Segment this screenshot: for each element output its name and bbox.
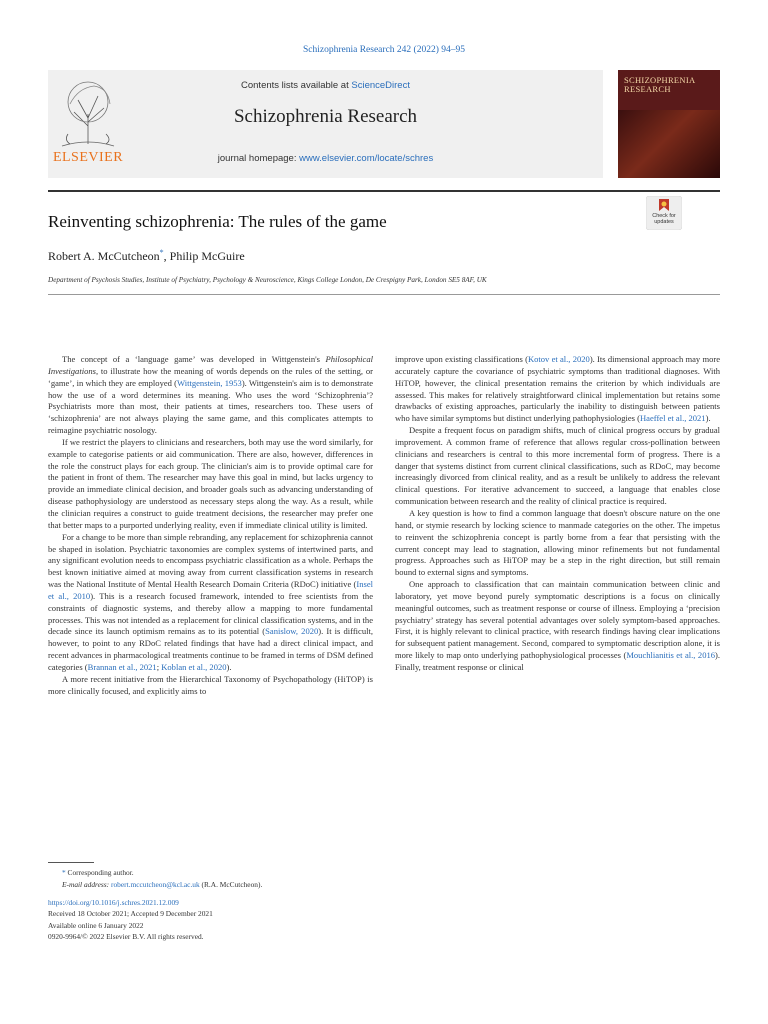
- paragraph: [48, 532, 373, 674]
- journal-homepage-link[interactable]: www.elsevier.com/locate/schres: [299, 153, 434, 164]
- publication-info: [48, 897, 213, 943]
- email-label: E-mail address:: [62, 879, 111, 889]
- header-rule: [48, 190, 720, 192]
- text: ). Its dimensional approach may more accurately capture the covariance of psychiatric symptoms than traditional diagnoses. With HiTOP, however, the clinical presentation remains the criterion by which individuals are assessed. This makes for relatively straightforward clinical implementation but retains some drawbacks of existing approaches, particularly the inability to distinguish between patients who have similar symptoms but distinct underlying pathophysiologies (: [395, 354, 721, 424]
- text: For a change to be more than simple rebranding, any replacement for schizophrenia cannot be shaped in isolation. Psychiatric taxonomies are complex systems of intertwined parts, and any significant evolution needs to encompass psychiatric classification as a whole. Perhaps the best known initiative aimed at moving away from current classification systems in research was the National Institute of Mental Health Research Domain Criteria (RDoC) initiative (: [48, 531, 373, 590]
- journal-title: Schizophrenia Research: [233, 106, 418, 127]
- elsevier-wordmark: ELSEVIER: [52, 150, 124, 165]
- text: ).: [705, 413, 711, 424]
- text: (R.A. McCutcheon).: [199, 879, 263, 889]
- reference-link[interactable]: Insel et al., 2010: [48, 579, 373, 601]
- contents-prefix: Contents lists available at: [241, 80, 352, 91]
- copyright: 0920-9964/© 2022 Elsevier B.V. All rights reserved.: [48, 932, 204, 942]
- corresponding-note: [48, 867, 262, 879]
- book-title: Philosophical Investigations: [48, 354, 373, 376]
- paragraph: [48, 354, 373, 437]
- check-updates-line2: updates: [654, 219, 674, 225]
- text: ;: [156, 661, 162, 672]
- email-note: [48, 879, 262, 891]
- paragraph: [395, 354, 720, 425]
- paragraph: Despite a frequent focus on paradigm shifts, much of clinical progress occurs by gradual improvement. A common frame of reference that allows regular cross-pollination between clinicians and researchers is central to this more incremental form of progress. There is a danger that systems distinct from current clinical classifications, such as RDoC, may become increasingly divorced from clinical reality, and as a result be unlikely to address the relevant clinical questions. For iterative advancement to succeed, a language that enables close communication between research and the reality of clinical practice is required.: [395, 425, 720, 507]
- article-title: Reinventing schizophrenia: The rules of the game: [48, 212, 387, 231]
- reference-link[interactable]: Kotov et al., 2020: [527, 354, 590, 364]
- cover-artwork: [618, 110, 720, 178]
- affiliation: Department of Psychosis Studies, Institute of Psychiatry, Psychology & Neuroscience, Kings College London, De Crespigny Park, London SE5 8AF, UK: [48, 276, 487, 284]
- reference-link[interactable]: Brannan et al., 2021: [87, 661, 157, 672]
- body-column-left: [48, 354, 373, 697]
- footnote-mark: *: [62, 868, 66, 877]
- journal-citation[interactable]: Schizophrenia Research 242 (2022) 94–95: [303, 45, 465, 55]
- email-link[interactable]: robert.mccutcheon@kcl.ac.uk: [111, 879, 200, 889]
- corresponding-author-mark[interactable]: *: [159, 248, 164, 257]
- cover-title: [624, 76, 695, 94]
- paragraph: A more recent initiative from the Hierarchical Taxonomy of Psychopathology (HiTOP) is more clinically focused, and explicitly aims to: [48, 673, 373, 696]
- reference-link[interactable]: Wittgenstein, 1953: [177, 377, 242, 388]
- text: improve upon existing classifications (: [395, 354, 528, 364]
- body-column-right: [395, 354, 720, 674]
- text: ). Finally, treatment response or clinical: [395, 650, 720, 672]
- sciencedirect-link[interactable]: ScienceDirect: [351, 80, 410, 91]
- doi-link[interactable]: https://doi.org/10.1016/j.schres.2021.12.009: [48, 898, 179, 907]
- author-mccutcheon[interactable]: Robert A. McCutcheon: [48, 249, 160, 263]
- reference-link[interactable]: Koblan et al., 2020: [161, 661, 227, 672]
- text: ). This is a research focused framework, intended to free scientists from the constraints of diagnostic systems, and thereby allow a mapping to more fundamental processes. This was not intended as a replacement for clinical classification systems, and in the decade since its launch optimism remains as to its potential (: [48, 590, 374, 637]
- text: One approach to classification that can maintain communication between clinic and laboratory, yet move beyond purely symptomatic descriptions is a focus on clinically meaningful outcomes, such as treatment response or course of illness. Employing a ‘precision psychiatry’ strategy has several potential advantages over solely symptom-based approaches. First, it is highly relevant to clinical practice, with research findings having clear implications for subsequent patient management. Second, compared to symptomatic description alone, it is more likely to map onto underlying pathophysiological processes (: [395, 579, 720, 661]
- cover-title-line2: RESEARCH: [624, 84, 671, 94]
- text: ). It is difficult, however, to point to any RDoC related findings that have had a direct clinical impact, and recent advances in pharmacological treatments continue to be framed in terms of DSM defined categories (: [48, 626, 373, 672]
- paragraph: A key question is how to find a common language that doesn't obscure nature on the one hand, or stymie research by locking science to manmade categories on the other. The impetus to reinvent the schizophrenia concept is partly borne from a fear that persisting with the current concept may lead to stagnation, allowing minor refinements but not fundamental progress. Approaches such as HiTOP may be a step in the right direction, but still remain bound to external signs and symptoms.: [395, 507, 720, 578]
- check-updates-line1: Check for: [652, 213, 676, 219]
- affiliation-rule: [48, 294, 720, 295]
- text: Corresponding author.: [65, 868, 134, 877]
- homepage-prefix: journal homepage:: [217, 153, 300, 164]
- footnote-rule: [48, 862, 94, 863]
- online-date: Available online 6 January 2022: [48, 920, 144, 930]
- text: ). Wittgenstein's aim is to demonstrate how the use of a word determines its meaning. Who uses the word ‘Schizophrenia’? Psychiatrists more than most, their patients at times, researchers too. These users of ‘schizophrenia’ are not always playing the same game, and this complicates attempts to reimagine psychiatric nosology.: [48, 377, 373, 436]
- reference-link[interactable]: Haeffel et al., 2021: [640, 413, 706, 424]
- text: The concept of a ‘language game’ was developed in Wittgenstein's: [62, 354, 326, 364]
- reference-link[interactable]: Mouchlianitis et al., 2016: [626, 650, 716, 661]
- cover-title-line1: SCHIZOPHRENIA: [624, 75, 696, 85]
- paragraph: [395, 579, 720, 674]
- paragraph: If we restrict the players to clinicians and researchers, both may use the word similarly, for example to categorise patients or aid communication. There are also, however, differences in the role the construct plays for each group. The clinician's aim is to provide optimal care for the patient in front of them. The researcher may have this goal in mind, but lacks urgency to provide an immediate clinical decision, and broader goals such as advancing understanding of disease pathophysiology are understood as necessary steps along the way. As a result, while the clinician requires a construct to guide treatment decisions, the researcher may prefer one that better maps to a purported underlying reality, even if immediate clinical utility is limited.: [48, 436, 373, 530]
- journal-cover-image: [618, 70, 720, 178]
- text: , to illustrate how the meaning of words depends on the rules of the setting, or ‘game’, in which they are employed (: [48, 365, 373, 388]
- contents-line: [48, 80, 603, 91]
- author-mcguire[interactable]: , Philip McGuire: [163, 249, 245, 263]
- journal-homepage-line: [48, 153, 603, 164]
- reference-link[interactable]: Sanislow, 2020: [265, 626, 319, 637]
- received-dates: Received 18 October 2021; Accepted 9 December 2021: [48, 909, 213, 919]
- text: ).: [226, 661, 232, 672]
- footnote: [48, 867, 262, 890]
- check-for-updates-label[interactable]: [640, 213, 688, 225]
- author-list: [48, 248, 245, 264]
